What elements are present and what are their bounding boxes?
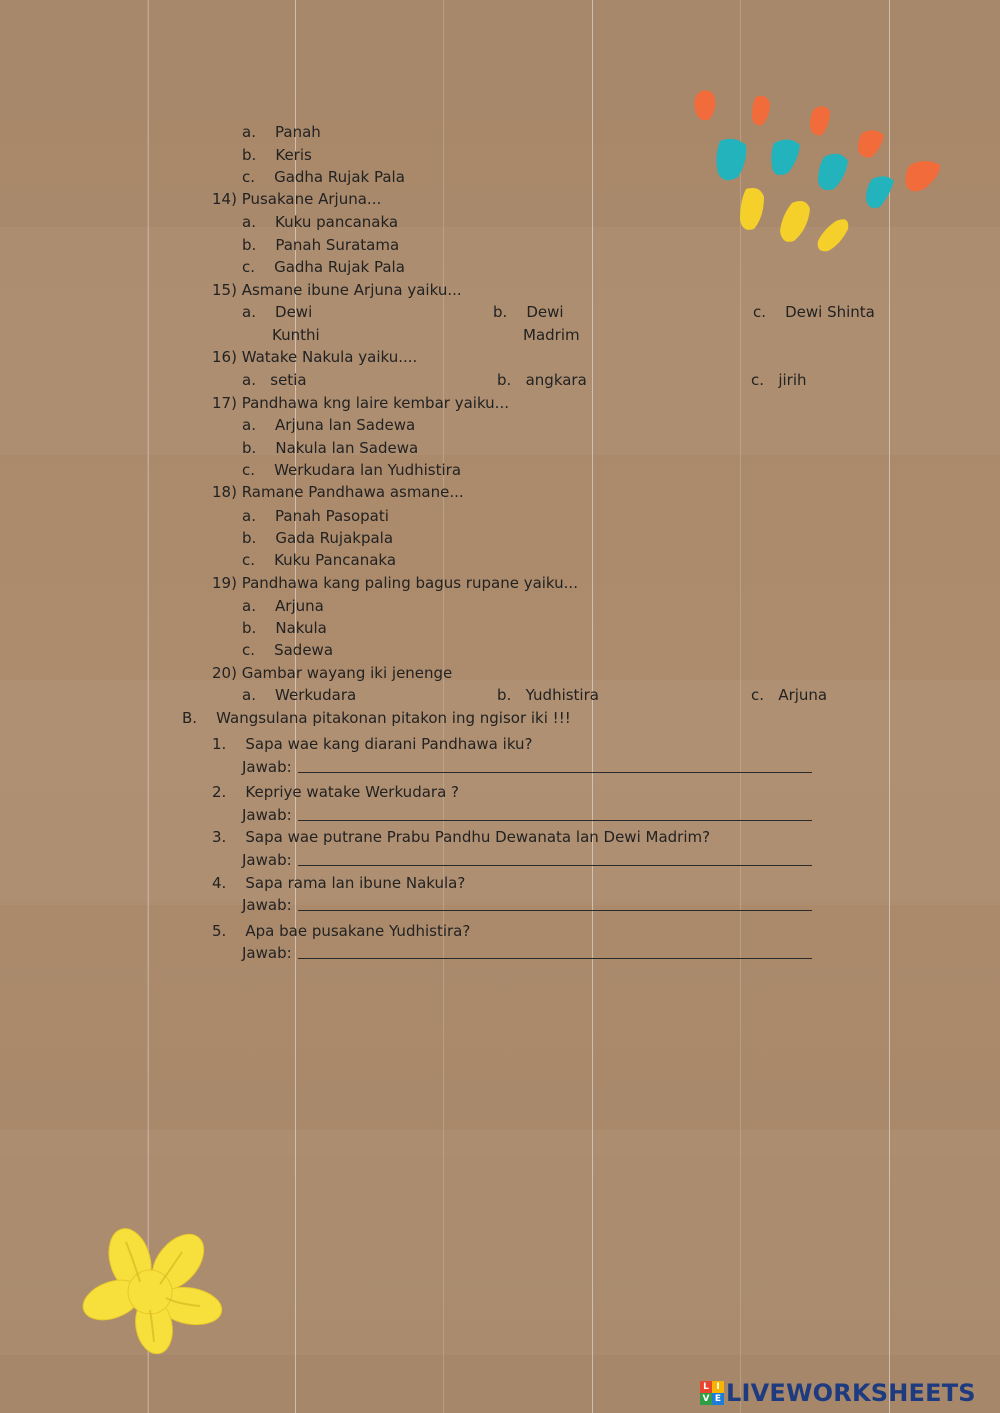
question-15: 15) Asmane ibune Arjuna yaiku... <box>212 281 462 299</box>
option-b: b. Nakula lan Sadewa <box>242 439 419 457</box>
cardboard-panel <box>0 227 1000 455</box>
logo-letter: E <box>712 1393 724 1405</box>
option-c: c. Sadewa <box>242 641 334 659</box>
option-b: b. Gada Rujakpala <box>242 529 394 547</box>
answer-field-3[interactable] <box>298 865 812 866</box>
option-c: c. Gadha Rujak Pala <box>242 258 405 276</box>
option-c: c. Arjuna <box>751 686 828 704</box>
section-b-title: B. Wangsulana pitakonan pitakon ing ngisor iki !!! <box>182 709 571 727</box>
option-a: a. Kuku pancanaka <box>242 213 399 231</box>
answer-label: Jawab: <box>242 944 292 962</box>
essay-question-3: 3. Sapa wae putrane Prabu Pandhu Dewanata lan Dewi Madrim? <box>212 828 711 846</box>
liveworksheets-logo[interactable] <box>700 1378 976 1408</box>
option-a: a. setia <box>242 371 307 389</box>
answer-label: Jawab: <box>242 758 292 776</box>
option-c: c. jirih <box>751 371 807 389</box>
logo-letter: V <box>700 1393 712 1405</box>
answer-field-2[interactable] <box>298 820 812 821</box>
option-a: a. Werkudara <box>242 686 357 704</box>
essay-question-4: 4. Sapa rama lan ibune Nakula? <box>212 874 466 892</box>
option-c: c. Kuku Pancanaka <box>242 551 397 569</box>
answer-label: Jawab: <box>242 896 292 914</box>
option-b-continued: Madrim <box>523 326 580 344</box>
question-18: 18) Ramane Pandhawa asmane... <box>212 483 464 501</box>
option-c: c. Dewi Shinta <box>753 303 875 321</box>
option-c: c. Gadha Rujak Pala <box>242 168 405 186</box>
liveworksheets-logo-icon <box>700 1381 724 1405</box>
essay-question-5: 5. Apa bae pusakane Yudhistira? <box>212 922 471 940</box>
option-b: b. Panah Suratama <box>242 236 400 254</box>
option-a: a. Panah <box>242 123 321 141</box>
question-19: 19) Pandhawa kang paling bagus rupane yaiku... <box>212 574 578 592</box>
option-a: a. Panah Pasopati <box>242 507 389 525</box>
answer-field-5[interactable] <box>298 958 812 959</box>
option-a: a. Dewi <box>242 303 313 321</box>
question-14: 14) Pusakane Arjuna... <box>212 190 382 208</box>
option-a-continued: Kunthi <box>272 326 320 344</box>
essay-question-2: 2. Kepriye watake Werkudara ? <box>212 783 459 801</box>
answer-field-1[interactable] <box>298 772 812 773</box>
option-c: c. Werkudara lan Yudhistira <box>242 461 462 479</box>
answer-field-4[interactable] <box>298 910 812 911</box>
option-b: b. Yudhistira <box>497 686 599 704</box>
question-16: 16) Watake Nakula yaiku.... <box>212 348 418 366</box>
answer-label: Jawab: <box>242 806 292 824</box>
paint-dabs-icon <box>690 85 950 260</box>
answer-label: Jawab: <box>242 851 292 869</box>
option-b: b. Nakula <box>242 619 327 637</box>
question-20: 20) Gambar wayang iki jenenge <box>212 664 453 682</box>
question-17: 17) Pandhawa kng laire kembar yaiku... <box>212 394 509 412</box>
flower-icon <box>78 1222 228 1354</box>
option-b: b. angkara <box>497 371 587 389</box>
essay-question-1: 1. Sapa wae kang diarani Pandhawa iku? <box>212 735 533 753</box>
logo-letter: L <box>700 1381 712 1393</box>
option-a: a. Arjuna <box>242 597 324 615</box>
brand-name: LIVEWORKSHEETS <box>726 1379 976 1407</box>
logo-letter: I <box>712 1381 724 1393</box>
option-a: a. Arjuna lan Sadewa <box>242 416 416 434</box>
option-b: b. Keris <box>242 146 312 164</box>
option-b: b. Dewi <box>493 303 564 321</box>
